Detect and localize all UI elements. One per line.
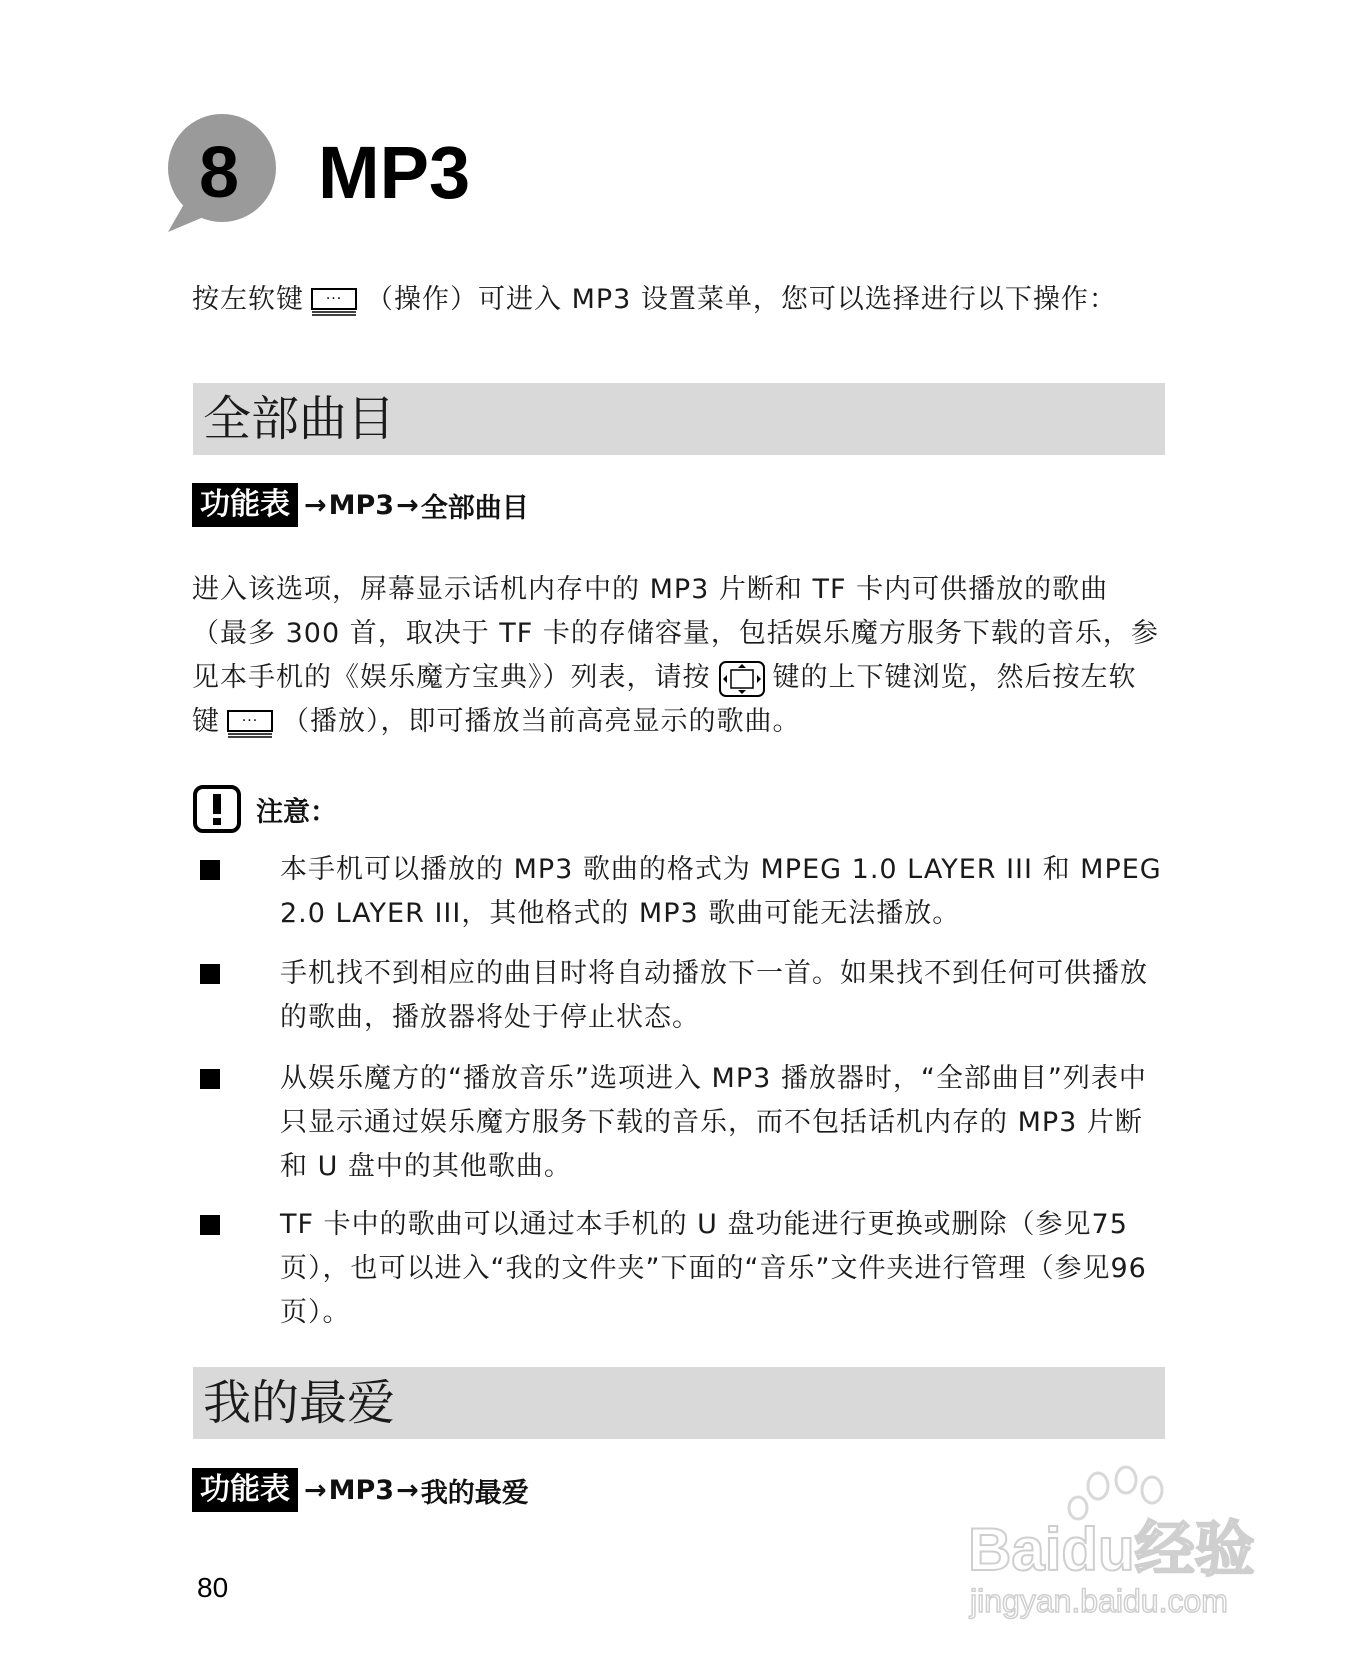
- menu-path-favorites: [192, 1467, 529, 1513]
- section-title-favorites: 我的最爱: [203, 1375, 396, 1431]
- menu-badge: 功能表: [192, 483, 298, 527]
- note-item-1: 本手机可以播放的 MP3 歌曲的格式为 MPEG 1.0 LAYER III 和 MPEG 2.0 LAYER III，其他格式的 MP3 歌曲可能无法播放。: [280, 854, 1162, 929]
- path-step-favorites: 我的最爱: [420, 1477, 529, 1509]
- menu-path-all-tracks: [192, 482, 529, 528]
- all-tracks-description: [192, 568, 1162, 744]
- note-item-2: 手机找不到相应的曲目时将自动播放下一首。如果找不到任何可供播放的歌曲，播放器将处于停止状态。: [280, 958, 1148, 1033]
- chapter-title: MP3: [318, 131, 471, 214]
- intro-paragraph: [192, 278, 1162, 322]
- menu-badge: 功能表: [192, 1468, 298, 1512]
- left-softkey-icon: [226, 707, 276, 739]
- watermark-url: jingyan.baidu.com: [970, 1583, 1228, 1619]
- navigation-key-icon: [717, 659, 767, 699]
- intro-text-after: （操作）可进入 MP3 设置菜单，您可以选择进行以下操作：: [366, 284, 1117, 315]
- svg-text:···: ···: [325, 290, 343, 307]
- left-softkey-icon: [310, 285, 360, 317]
- description-part3: （播放），即可播放当前高亮显示的歌曲。: [282, 706, 801, 737]
- arrow: →: [304, 1474, 327, 1506]
- note-header: [192, 784, 337, 834]
- chapter-number: 8: [198, 133, 240, 213]
- page-number: 80: [197, 1572, 229, 1603]
- note-item-3: 从娱乐魔方的“播放音乐”选项进入 MP3 播放器时，“全部曲目”列表中只显示通过娱乐魔方服务下载的音乐，而不包括话机内存的 MP3 片断和 U 盘中的其他歌曲。: [280, 1063, 1147, 1182]
- arrow: →: [396, 1474, 419, 1506]
- path-step-mp3: MP3: [328, 1474, 395, 1506]
- bullet-icon: [200, 964, 220, 984]
- svg-text:···: ···: [241, 712, 259, 729]
- bullet-icon: [200, 860, 220, 880]
- path-step-mp3: MP3: [328, 489, 395, 521]
- description-part1: 进入该选项，屏幕显示话机内存中的 MP3 片断和 TF 卡内可供播放的歌曲（最多 300 首，取决于 TF 卡的存储容量，包括娱乐魔方服务下载的音乐，参见本手机的《娱乐魔方宝典》）列表，请按: [192, 574, 1159, 693]
- note-label: 注意：: [256, 796, 337, 828]
- path-step-all-tracks: 全部曲目: [420, 492, 529, 524]
- intro-text-before: 按左软键: [192, 284, 304, 315]
- section-title-all-tracks: 全部曲目: [203, 391, 396, 447]
- watermark-brand: Baidu经验: [968, 1516, 1255, 1583]
- description-part2: 键的上下键浏览，然后按左软键: [192, 662, 1137, 737]
- bullet-icon: [200, 1215, 220, 1235]
- warning-icon: [192, 784, 242, 834]
- arrow: →: [396, 489, 419, 521]
- bullet-icon: [200, 1069, 220, 1089]
- arrow: →: [304, 489, 327, 521]
- note-item-4: TF 卡中的歌曲可以通过本手机的 U 盘功能进行更换或删除（参见75页），也可以进入“我的文件夹”下面的“音乐”文件夹进行管理（参见96页）。: [280, 1209, 1147, 1328]
- baidu-watermark-logo: [960, 1460, 1280, 1620]
